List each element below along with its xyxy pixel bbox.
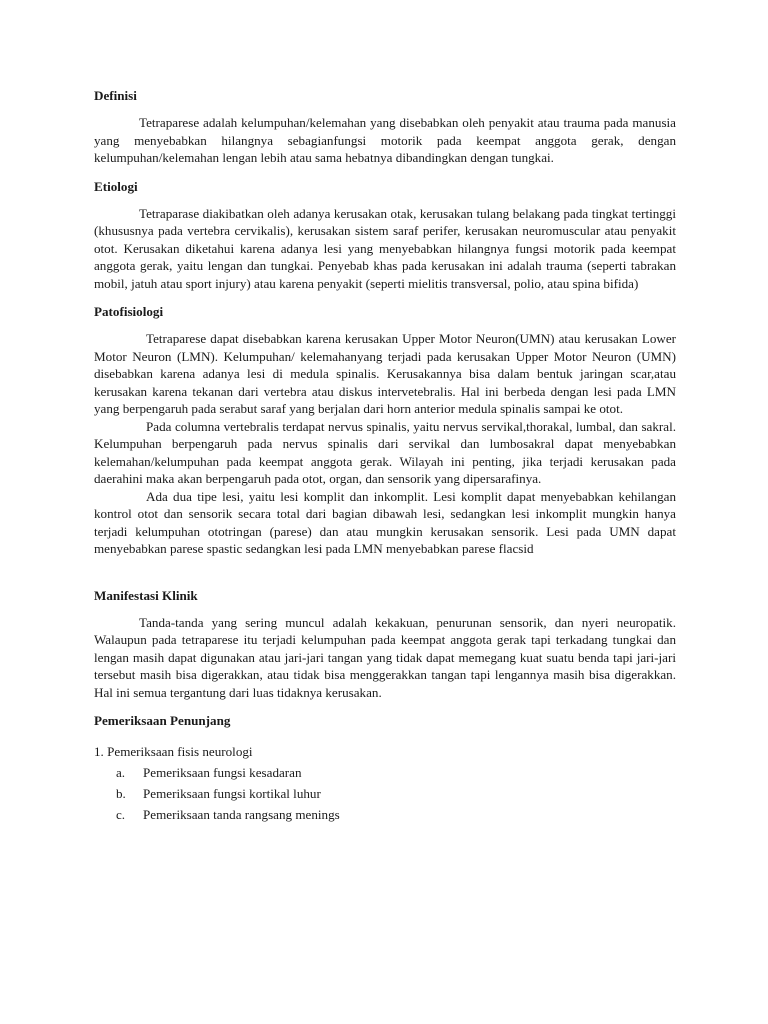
heading-etiologi: Etiologi <box>94 178 138 194</box>
heading-pemeriksaan-penunjang: Pemeriksaan Penunjang <box>94 713 231 728</box>
paragraph-etiologi: Tetraparase diakibatkan oleh adanya kerusakan otak, kerusakan tulang belakang pada tingkat tertinggi (khususnya pada vertebra cervikalis), kerusakan sistem saraf perifer, kerusakan neuromuscular atau penyakit otot. Kerusakan diketahui karena adanya lesi yang menyebabkan hilangnya fungsi motorik pada keempat anggota gerak, yaitu lengan dan tungkai. Penyebab khas pada kerusakan ini adalah trauma (seperti tabrakan mobil, jatuh atau sport injury) atau karena penyakit (seperti mielitis transversal, polio, atau spina bifida) <box>94 205 676 291</box>
list-item <box>94 804 676 825</box>
heading-definisi: Definisi <box>94 88 137 103</box>
document-content <box>94 86 676 825</box>
paragraph-patofisiologi-3: Ada dua tipe lesi, yaitu lesi komplit dan inkomplit. Lesi komplit dapat menyebabkan kehilangan kontrol otot dan sensorik secara total dari bagian dibawah lesi, sedangkan lesi inkomplit mungkin hanya terjadi kelumpuhan ototringan (parese) dan atau mungkin kerusakan sensorik. Lesi pada UMN dapat menyebabkan parese spastic sedangkan lesi pada LMN menyebabkan parese flacsid <box>94 488 676 556</box>
heading-manifestasi-klinik: Manifestasi Klinik <box>94 587 198 603</box>
list-item <box>94 783 676 804</box>
list-label: b. <box>116 786 126 801</box>
list-item-pemeriksaan-fisis: 1. Pemeriksaan fisis neurologi <box>94 744 253 759</box>
heading-patofisiologi: Patofisiologi <box>94 304 164 319</box>
paragraph-definisi: Tetraparese adalah kelumpuhan/kelemahan yang disebabkan oleh penyakit atau trauma pada manusia yang menyebabkan hilangnya sebagianfungsi motorik pada keempat anggota gerak, dengan kelumpuhan/kelemahan lengan lebih atau sama hebatnya dibandingkan dengan tungkai. <box>94 115 676 165</box>
list-label: a. <box>116 765 126 780</box>
list-label: c. <box>116 807 126 822</box>
paragraph-patofisiologi-1: Tetraparese dapat disebabkan karena kerusakan Upper Motor Neuron(UMN) atau kerusakan Lower Motor Neuron (LMN). Kelumpuhan/ kelemahanyang terjadi pada kerusakan Upper Motor Neuron (UMN) disebabkan karena adanya lesi di medula spinalis. Kerusakannya bisa dalam bentuk jaringan scar,atau kerusakan karena tekanan dari vertebra atau diskus intervetebralis. Hal ini berbeda dengan lesi pada LMN yang berpengaruh pada serabut saraf yang berjalan dari horn anterior medula spinalis sampai ke otot. <box>94 331 676 416</box>
list-item <box>94 762 676 783</box>
list-text: Pemeriksaan fungsi kortikal luhur <box>143 786 321 801</box>
list-text: Pemeriksaan tanda rangsang menings <box>143 807 340 822</box>
paragraph-patofisiologi-2: Pada columna vertebralis terdapat nervus spinalis, yaitu nervus servikal,thorakal, lumbal, dan sakral. Kelumpuhan berpengaruh pada nervus spinalis dari servikal dan lumbosakral dapat menyebabkan kelemahan/kelumpuhan pada keempat anggota gerak. Wilayah ini penting, jika terjadi kerusakan pada daerahini maka akan berpengaruh pada otot, organ, dan sensorik yang dipersarafinya. <box>94 418 676 486</box>
paragraph-manifestasi-klinik: Tanda-tanda yang sering muncul adalah kekakuan, penurunan sensorik, dan nyeri neuropatik. Walaupun pada tetraparese itu terjadi kelumpuhan pada keempat anggota gerak tapi terkadang tungkai dan lengan masih dapat digunakan atau jari-jari tangan yang tidak dapat memegang kuat suatu benda tapi jari-jari tersebut masih bisa digerakkan, atau tidak bisa menggerakkan tangan tapi lengannya masih bisa digerakkan. Hal ini semua tergantung dari luas tidaknya kerusakan. <box>94 614 676 700</box>
list-text: Pemeriksaan fungsi kesadaran <box>143 765 302 780</box>
sub-list <box>94 762 676 825</box>
